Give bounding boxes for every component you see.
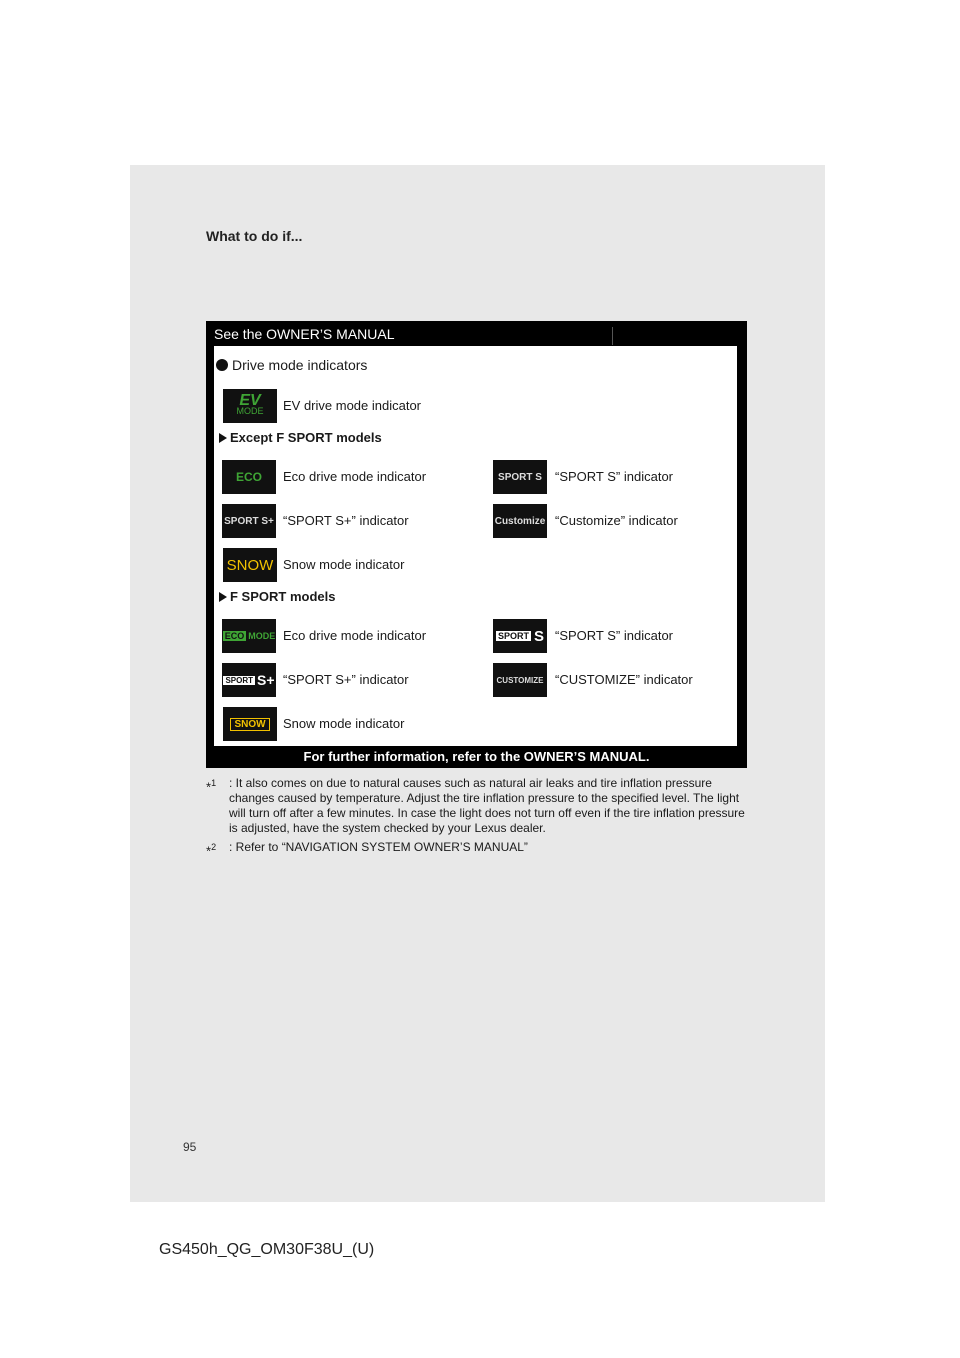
footnote-text: : Refer to “NAVIGATION SYSTEM OWNER’S MANUAL”: [229, 840, 528, 854]
customize-label: “Customize” indicator: [555, 513, 678, 528]
eco-mode-icon: ECO: [222, 460, 276, 494]
bullet-icon: [216, 359, 228, 371]
subheading-except-f-sport: Except F SPORT models: [230, 430, 382, 445]
footnote-mark: *$^1$: [206, 778, 217, 795]
ev-mode-icon: EV MODE: [223, 389, 277, 423]
triangle-bullet-icon: [219, 433, 227, 443]
section-header: What to do if...: [206, 228, 303, 244]
f-sport-eco-mode-icon: ECO MODE: [222, 619, 276, 653]
f-sport-snow-mode-icon: SNOW: [223, 707, 277, 741]
document-id: GS450h_QG_OM30F38U_(U): [159, 1241, 375, 1258]
ev-mode-label: EV drive mode indicator: [283, 398, 422, 413]
owners-manual-box: [206, 321, 747, 768]
customize-icon: Customize: [493, 504, 547, 538]
section-title: Drive mode indicators: [232, 357, 368, 373]
sport-s-plus-icon: SPORT S+: [222, 504, 276, 538]
f-sport-sport-s-icon: SPORT S: [493, 619, 547, 653]
footnote-mark: *$^2$: [206, 842, 217, 859]
f-sport-customize-icon: CUSTOMIZE: [493, 663, 547, 697]
f-sport-customize-label: “CUSTOMIZE” indicator: [555, 672, 693, 687]
f-sport-eco-mode-label: Eco drive mode indicator: [283, 628, 427, 643]
sport-s-plus-label: “SPORT S+” indicator: [283, 513, 409, 528]
page-number: 95: [183, 1140, 197, 1154]
f-sport-snow-mode-label: Snow mode indicator: [283, 716, 405, 731]
box-divider: [612, 327, 613, 345]
f-sport-sport-s-plus-label: “SPORT S+” indicator: [283, 672, 409, 687]
snow-mode-label: Snow mode indicator: [283, 557, 405, 572]
footnote: [206, 840, 751, 859]
box-bottom-label: For further information, refer to the OWNER’S MANUAL.: [303, 749, 650, 764]
box-content: [214, 346, 737, 746]
subheading-f-sport: F SPORT models: [230, 589, 336, 604]
box-top-label: See the OWNER’S MANUAL: [214, 326, 395, 342]
sport-s-label: “SPORT S” indicator: [555, 469, 674, 484]
footnotes: [206, 776, 751, 859]
f-sport-sport-s-label: “SPORT S” indicator: [555, 628, 674, 643]
sport-s-icon: SPORT S: [493, 460, 547, 494]
footnote-text: : It also comes on due to natural causes such as natural air leaks and tire inflation pressure changes caused by temperature. Adjust the tire inflation pressure to the specified level. The light will turn off after a few minutes. In case the light does not turn off even if the tire inflation pressure is adjusted, have the system checked by your Lexus dealer.: [229, 776, 745, 835]
eco-mode-label: Eco drive mode indicator: [283, 469, 427, 484]
f-sport-sport-s-plus-icon: SPORT S+: [222, 663, 276, 697]
triangle-bullet-icon: [219, 592, 227, 602]
snow-mode-icon: SNOW: [223, 548, 277, 582]
footnote: [206, 776, 751, 836]
